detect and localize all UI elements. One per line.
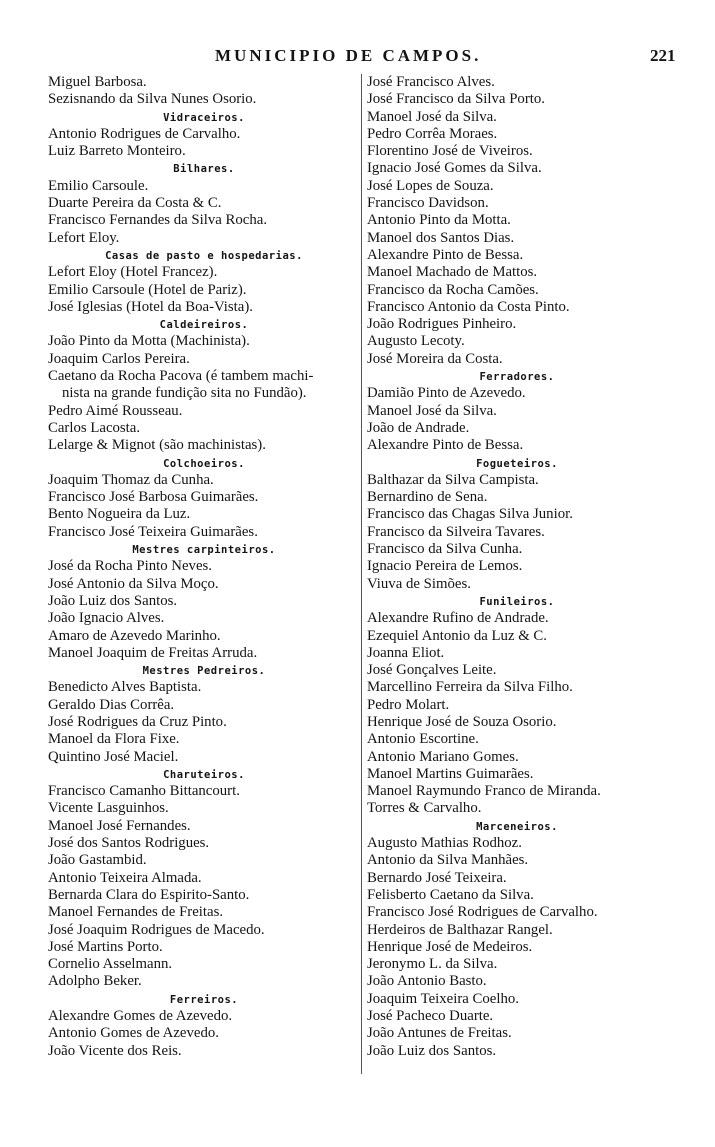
- directory-entry: Augusto Lecoty.: [367, 333, 465, 350]
- directory-entry: Manoel dos Santos Dias.: [367, 229, 515, 246]
- directory-entry: Joaquim Thomaz da Cunha.: [48, 471, 214, 488]
- directory-entry: Antonio Pinto da Motta.: [367, 212, 511, 229]
- directory-entry: Felisberto Caetano da Silva.: [367, 886, 534, 903]
- directory-entry: Manoel José da Silva.: [367, 108, 497, 125]
- directory-entry: Manoel José Fernandes.: [48, 817, 191, 834]
- directory-entry: Manoel Joaquim de Freitas Arruda.: [48, 644, 258, 661]
- directory-entry: Herdeiros de Balthazar Rangel.: [367, 921, 553, 938]
- page-title: MUNICIPIO DE CAMPOS.: [215, 46, 482, 65]
- section-heading: Casas de pasto e hospedarias.: [105, 249, 303, 262]
- section-heading: Funileiros.: [479, 595, 555, 608]
- directory-section: [48, 316, 360, 454]
- directory-section: [48, 109, 360, 161]
- directory-entry: Joanna Eliot.: [367, 644, 445, 661]
- directory-entry: Amaro de Azevedo Marinho.: [48, 627, 221, 644]
- section-heading: Ferradores.: [479, 371, 555, 384]
- directory-section: [367, 368, 667, 454]
- directory-entry: Alexandre Gomes de Azevedo.: [48, 1008, 233, 1025]
- directory-section: [367, 818, 667, 1060]
- directory-entry: Ignacio Pereira de Lemos.: [367, 558, 523, 575]
- directory-entry: Adolpho Beker.: [48, 973, 142, 990]
- directory-entry: Francisco Fernandes da Silva Rocha.: [48, 212, 268, 229]
- directory-entry: Ignacio José Gomes da Silva.: [367, 160, 542, 177]
- directory-entry: Manoel Fernandes de Freitas.: [48, 904, 224, 921]
- directory-entry: Caetano da Rocha Pacova (é tambem machi-: [48, 368, 314, 385]
- directory-section: [48, 160, 360, 246]
- directory-section: [48, 766, 360, 991]
- directory-entry: Francisco Antonio da Costa Pinto.: [367, 298, 570, 315]
- right-column: [367, 74, 667, 1060]
- directory-entry: José da Rocha Pinto Neves.: [48, 558, 212, 575]
- directory-entry: Henrique José de Medeiros.: [367, 938, 533, 955]
- directory-entry: Alexandre Rufino de Andrade.: [367, 610, 549, 627]
- directory-section: [48, 991, 360, 1060]
- directory-entry: José Antonio da Silva Moço.: [48, 575, 219, 592]
- directory-section: [48, 74, 360, 109]
- directory-entry: Emilio Carsoule (Hotel de Pariz).: [48, 281, 247, 298]
- directory-section: [48, 662, 360, 766]
- section-heading: Vidraceiros.: [163, 111, 245, 124]
- directory-section: [367, 455, 667, 593]
- directory-entry: Benedicto Alves Baptista.: [48, 679, 202, 696]
- directory-entry: João Luiz dos Santos.: [48, 592, 178, 609]
- directory-entry: Luiz Barreto Monteiro.: [48, 143, 186, 160]
- directory-entry: João de Andrade.: [367, 419, 470, 436]
- page-header: [0, 46, 715, 70]
- directory-entry: Pedro Molart.: [367, 696, 450, 713]
- directory-entry: Pedro Aimé Rousseau.: [48, 402, 183, 419]
- directory-entry: Quintino José Maciel.: [48, 748, 179, 765]
- section-heading: Colchoeiros.: [163, 457, 245, 470]
- directory-entry: Emilio Carsoule.: [48, 177, 149, 194]
- directory-entry: João Vicente dos Reis.: [48, 1042, 182, 1059]
- section-heading: Charuteiros.: [163, 768, 245, 781]
- section-heading: Caldeireiros.: [159, 319, 249, 332]
- directory-entry: João Gastambid.: [48, 852, 147, 869]
- directory-entry: José Martins Porto.: [48, 938, 163, 955]
- directory-entry: Lefort Eloy (Hotel Francez).: [48, 264, 218, 281]
- directory-entry: Francisco Davidson.: [367, 195, 489, 212]
- directory-entry: Lefort Eloy.: [48, 229, 120, 246]
- directory-entry: João Ignacio Alves.: [48, 610, 165, 627]
- directory-entry: Sezisnando da Silva Nunes Osorio.: [48, 91, 257, 108]
- directory-entry: Lelarge & Mignot (são machinistas).: [48, 437, 266, 454]
- directory-entry: José Francisco da Silva Porto.: [367, 91, 545, 108]
- page-number: 221: [650, 46, 676, 65]
- directory-entry: Antonio da Silva Manhães.: [367, 852, 529, 869]
- directory-entry: José Gonçalves Leite.: [367, 662, 497, 679]
- directory-entry: Viuva de Simões.: [367, 575, 471, 592]
- directory-entry: Henrique José de Souza Osorio.: [367, 713, 557, 730]
- directory-entry: Augusto Mathias Rodhoz.: [367, 835, 522, 852]
- directory-entry: José Joaquim Rodrigues de Macedo.: [48, 921, 265, 938]
- directory-entry: Florentino José de Viveiros.: [367, 143, 533, 160]
- directory-entry: José Rodrigues da Cruz Pinto.: [48, 713, 227, 730]
- directory-entry: José Moreira da Costa.: [367, 350, 503, 367]
- directory-entry: José dos Santos Rodrigues.: [48, 835, 210, 852]
- directory-entry: Manoel da Flora Fixe.: [48, 731, 180, 748]
- directory-entry: Pedro Corrêa Moraes.: [367, 125, 498, 142]
- section-heading: Marceneiros.: [476, 820, 558, 833]
- directory-entry: Carlos Lacosta.: [48, 419, 141, 436]
- directory-entry: Francisco José Teixeira Guimarães.: [48, 523, 258, 540]
- directory-entry: José Iglesias (Hotel da Boa-Vista).: [48, 298, 253, 315]
- directory-entry: João Antonio Basto.: [367, 973, 487, 990]
- section-heading: Fogueteiros.: [476, 457, 558, 470]
- directory-entry: Miguel Barbosa.: [48, 74, 147, 90]
- directory-entry: Cornelio Asselmann.: [48, 956, 173, 973]
- directory-entry: Francisco José Barbosa Guimarães.: [48, 489, 259, 506]
- directory-entry: Damião Pinto de Azevedo.: [367, 385, 526, 402]
- directory-entry: José Lopes de Souza.: [367, 177, 494, 194]
- directory-section: [367, 74, 667, 368]
- directory-entry: Francisco das Chagas Silva Junior.: [367, 506, 573, 523]
- left-column: [48, 74, 360, 1060]
- directory-entry: João Rodrigues Pinheiro.: [367, 316, 517, 333]
- directory-entry: Bernarda Clara do Espirito-Santo.: [48, 886, 250, 903]
- directory-entry: Antonio Mariano Gomes.: [367, 748, 519, 765]
- directory-entry: Francisco da Rocha Camões.: [367, 281, 539, 298]
- directory-section: [48, 541, 360, 662]
- directory-section: [367, 593, 667, 818]
- directory-entry: Alexandre Pinto de Bessa.: [367, 437, 524, 454]
- directory-entry: nista na grande fundição sita no Fundão).: [62, 385, 307, 402]
- directory-entry: Marcellino Ferreira da Silva Filho.: [367, 679, 573, 696]
- directory-entry: João Antunes de Freitas.: [367, 1025, 512, 1042]
- directory-entry: Francisco da Silveira Tavares.: [367, 523, 545, 540]
- directory-entry: Torres & Carvalho.: [367, 800, 482, 817]
- directory-entry: Ezequiel Antonio da Luz & C.: [367, 627, 547, 644]
- directory-entry: João Luiz dos Santos.: [367, 1042, 497, 1059]
- directory-entry: Francisco Camanho Bittancourt.: [48, 783, 240, 800]
- section-heading: Bilhares.: [173, 163, 235, 176]
- directory-entry: Manoel Martins Guimarães.: [367, 765, 534, 782]
- directory-entry: Bernardo José Teixeira.: [367, 869, 507, 886]
- directory-entry: João Pinto da Motta (Machinista).: [48, 333, 250, 350]
- section-heading: Mestres carpinteiros.: [132, 544, 276, 557]
- directory-entry: Vicente Lasguinhos.: [48, 800, 169, 817]
- section-heading: Ferreiros.: [169, 993, 239, 1006]
- directory-entry: Manoel Raymundo Franco de Miranda.: [367, 783, 601, 800]
- directory-entry: Antonio Escortine.: [367, 731, 479, 748]
- directory-entry: José Pacheco Duarte.: [367, 1008, 494, 1025]
- directory-entry: Alexandre Pinto de Bessa.: [367, 246, 524, 263]
- column-divider: [361, 74, 362, 1074]
- directory-entry: Antonio Teixeira Almada.: [48, 869, 202, 886]
- directory-entry: Duarte Pereira da Costa & C.: [48, 195, 222, 212]
- directory-entry: Joaquim Teixeira Coelho.: [367, 990, 519, 1007]
- directory-entry: Balthazar da Silva Campista.: [367, 471, 539, 488]
- section-heading: Mestres Pedreiros.: [142, 665, 266, 678]
- directory-section: [48, 455, 360, 541]
- directory-entry: Manoel Machado de Mattos.: [367, 264, 538, 281]
- directory-entry: Bento Nogueira da Luz.: [48, 506, 191, 523]
- directory-entry: Jeronymo L. da Silva.: [367, 956, 498, 973]
- directory-entry: Francisco José Rodrigues de Carvalho.: [367, 904, 598, 921]
- directory-entry: Antonio Rodrigues de Carvalho.: [48, 125, 241, 142]
- directory-entry: Antonio Gomes de Azevedo.: [48, 1025, 219, 1042]
- directory-entry: Francisco da Silva Cunha.: [367, 541, 523, 558]
- directory-entry: Manoel José da Silva.: [367, 402, 497, 419]
- directory-entry: José Francisco Alves.: [367, 74, 495, 90]
- directory-entry: Bernardino de Sena.: [367, 489, 488, 506]
- directory-section: [48, 247, 360, 316]
- directory-entry: Geraldo Dias Corrêa.: [48, 696, 175, 713]
- directory-entry: Joaquim Carlos Pereira.: [48, 350, 190, 367]
